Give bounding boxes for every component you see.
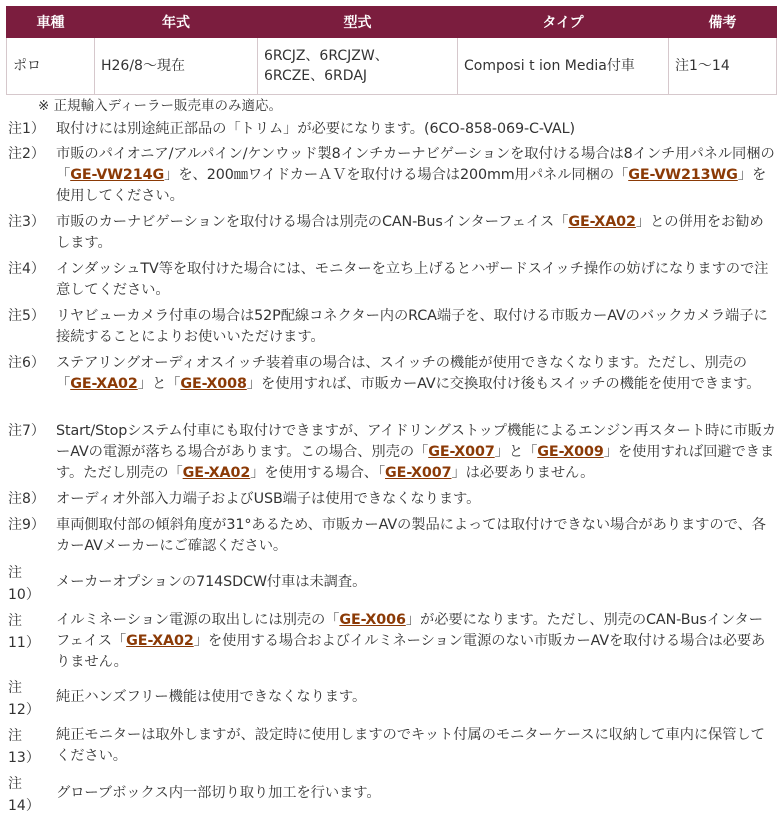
note-2-text-a: 市販のパイオニア/アルパイン/ケンウッド製8インチカーナビゲーションを取付ける場合は8インチ用パネル同梱の「 bbox=[56, 146, 775, 183]
note-10 bbox=[0, 562, 782, 606]
note-7-text-b: 」と「 bbox=[494, 444, 538, 460]
note-14-label bbox=[8, 773, 54, 817]
header-model: 車種 bbox=[7, 7, 95, 38]
note-14 bbox=[0, 773, 782, 817]
cell-type-code bbox=[258, 38, 458, 95]
note-12 bbox=[0, 677, 782, 721]
note-11 bbox=[0, 610, 782, 673]
note-2-text-c: 」を使用してください。 bbox=[56, 167, 767, 204]
note-10-label-b: 10） bbox=[8, 587, 40, 603]
note-1-label: 注1） bbox=[8, 121, 45, 137]
part-link-ge-xa02[interactable]: GE-XA02 bbox=[70, 376, 138, 392]
note-14-text: グローブボックス内一部切り取り加工を行います。 bbox=[56, 785, 381, 801]
note-8 bbox=[0, 489, 782, 510]
note-9-label: 注9） bbox=[8, 517, 45, 533]
header-year: 年式 bbox=[95, 7, 258, 38]
part-link-ge-vw213wg[interactable]: GE-VW213WG bbox=[628, 167, 738, 183]
note-3 bbox=[0, 212, 782, 254]
note-6-text bbox=[56, 353, 776, 395]
note-14-label-b: 14） bbox=[8, 798, 40, 814]
dealer-caveat: ※ 正規輸入ディーラー販売車のみ適応。 bbox=[38, 98, 283, 114]
note-11-label-a: 注 bbox=[8, 613, 22, 629]
note-7-text bbox=[56, 421, 776, 484]
header-type-code: 型式 bbox=[258, 7, 458, 38]
note-11-text-a: イルミネーション電源の取出しには別売の「 bbox=[56, 612, 340, 628]
note-5-label: 注5） bbox=[8, 308, 45, 324]
note-11-text bbox=[56, 610, 776, 673]
note-7-text-e: 」は必要ありません。 bbox=[451, 465, 595, 481]
note-9-text: 車両側取付部の傾斜角度が31°あるため、市販カーAVの製品によっては取付けできない場合がありますので、各カーAVメーカーにご確認ください。 bbox=[56, 517, 766, 554]
table-row bbox=[7, 38, 777, 95]
note-11-label-b: 11） bbox=[8, 635, 40, 651]
note-10-text: メーカーオプションの714SDCW付車は未調査。 bbox=[56, 574, 367, 590]
note-11-label bbox=[8, 610, 54, 654]
note-3-text-a: 市販のカーナビゲーションを取付ける場合は別売のCAN-Busインターフェイス「 bbox=[56, 214, 569, 230]
notes-section bbox=[0, 96, 782, 817]
note-13-label-b: 13） bbox=[8, 750, 40, 766]
part-link-ge-x006[interactable]: GE-X006 bbox=[339, 612, 406, 628]
note-7-text-a: Start/Stopシステム付車にも取付けできますが、アイドリングストップ機能によるエンジン再スタート時に市販カーAVの電源が落ちる場合があります。この場合、別売の「 bbox=[56, 423, 777, 460]
cell-year: H26/8～現在 bbox=[95, 38, 258, 95]
note-2-text-b: 」を、200㎜ワイドカーＡＶを取付ける場合は200mm用パネル同梱の「 bbox=[164, 167, 629, 183]
note-10-label bbox=[8, 562, 54, 606]
note-1 bbox=[0, 119, 782, 140]
note-6-label: 注6） bbox=[8, 355, 45, 371]
note-7-text-c: 」を使用すれば回避できます。ただし別売の「 bbox=[56, 444, 775, 481]
part-link-ge-vw214g[interactable]: GE-VW214G bbox=[70, 167, 165, 183]
type-code-line-1: 6RCJZ、6RCJZW、 bbox=[264, 48, 389, 64]
note-6-text-a: ステアリングオーディオスイッチ装着車の場合は、スイッチの機能が使用できなくなります。ただし、別売の「 bbox=[56, 355, 747, 392]
note-12-label-b: 12） bbox=[8, 702, 40, 718]
note-14-label-a: 注 bbox=[8, 776, 22, 792]
note-12-label bbox=[8, 677, 54, 721]
note-11-text-c: 」を使用する場合およびイルミネーション電源のない市販カーAVを取付ける場合は必要ありません。 bbox=[56, 633, 766, 670]
spec-table bbox=[6, 6, 777, 95]
note-4-label: 注4） bbox=[8, 261, 45, 277]
part-link-ge-xa02[interactable]: GE-XA02 bbox=[126, 633, 194, 649]
note-1-text: 取付けには別途純正部品の「トリム」が必要になります。(6CO-858-069-C-VAL) bbox=[56, 121, 575, 137]
note-12-label-a: 注 bbox=[8, 680, 22, 696]
note-6 bbox=[0, 353, 782, 416]
note-2-label: 注2） bbox=[8, 146, 45, 162]
part-link-ge-xa02[interactable]: GE-XA02 bbox=[568, 214, 636, 230]
note-13-label-a: 注 bbox=[8, 728, 22, 744]
part-link-ge-x008[interactable]: GE-X008 bbox=[180, 376, 247, 392]
note-7-label: 注7） bbox=[8, 423, 45, 439]
note-7-text-d: 」を使用する場合、「 bbox=[250, 465, 386, 481]
part-link-ge-x007[interactable]: GE-X007 bbox=[428, 444, 495, 460]
table-header-row bbox=[7, 7, 777, 38]
note-3-text-b: 」との併用をお勧めします。 bbox=[56, 214, 764, 251]
note-9 bbox=[0, 515, 782, 557]
note-11-text-b: 」が必要になります。ただし、別売のCAN-Busインターフェイス「 bbox=[56, 612, 763, 649]
note-3-label: 注3） bbox=[8, 214, 45, 230]
note-13 bbox=[0, 725, 782, 769]
part-link-ge-xa02[interactable]: GE-XA02 bbox=[182, 465, 251, 481]
note-13-text: 純正モニターは取外しますが、設定時に使用しますのでキット付属のモニターケースに収納して車内に保管してください。 bbox=[56, 727, 765, 764]
note-6-text-b: 」と「 bbox=[137, 376, 181, 392]
cell-remarks: 注1～14 bbox=[669, 38, 777, 95]
type-code-line-2: 6RCZE、6RDAJ bbox=[264, 68, 368, 84]
header-vehicle-type: タイプ bbox=[458, 7, 669, 38]
note-7 bbox=[0, 421, 782, 484]
cell-model: ポロ bbox=[7, 38, 95, 95]
note-10-label-a: 注 bbox=[8, 565, 22, 581]
note-4-text: インダッシュTV等を取付けた場合には、モニターを立ち上げるとハザードスイッチ操作の妨げになりますので注意してください。 bbox=[56, 261, 769, 298]
note-4 bbox=[0, 259, 782, 301]
cell-vehicle-type: Composi t ion Media付車 bbox=[458, 38, 669, 95]
note-8-text: オーディオ外部入力端子およびUSB端子は使用できなくなります。 bbox=[56, 491, 481, 507]
note-8-label: 注8） bbox=[8, 491, 45, 507]
note-2 bbox=[0, 144, 782, 207]
note-6-text-c: 」を使用すれば、市販カーAVに交換取付け後もスイッチの機能を使用できます。 bbox=[246, 376, 761, 392]
note-12-text: 純正ハンズフリー機能は使用できなくなります。 bbox=[56, 689, 367, 705]
note-5-text: リヤビューカメラ付車の場合は52P配線コネクター内のRCA端子を、取付ける市販カーAVのバックカメラ端子に接続することによりお使いいただけます。 bbox=[56, 308, 768, 345]
note-3-text bbox=[56, 212, 776, 254]
header-remarks: 備考 bbox=[669, 7, 777, 38]
note-2-text bbox=[56, 144, 776, 207]
note-13-label bbox=[8, 725, 54, 769]
part-link-ge-x009[interactable]: GE-X009 bbox=[537, 444, 604, 460]
note-5 bbox=[0, 306, 782, 348]
part-link-ge-x007[interactable]: GE-X007 bbox=[385, 465, 452, 481]
